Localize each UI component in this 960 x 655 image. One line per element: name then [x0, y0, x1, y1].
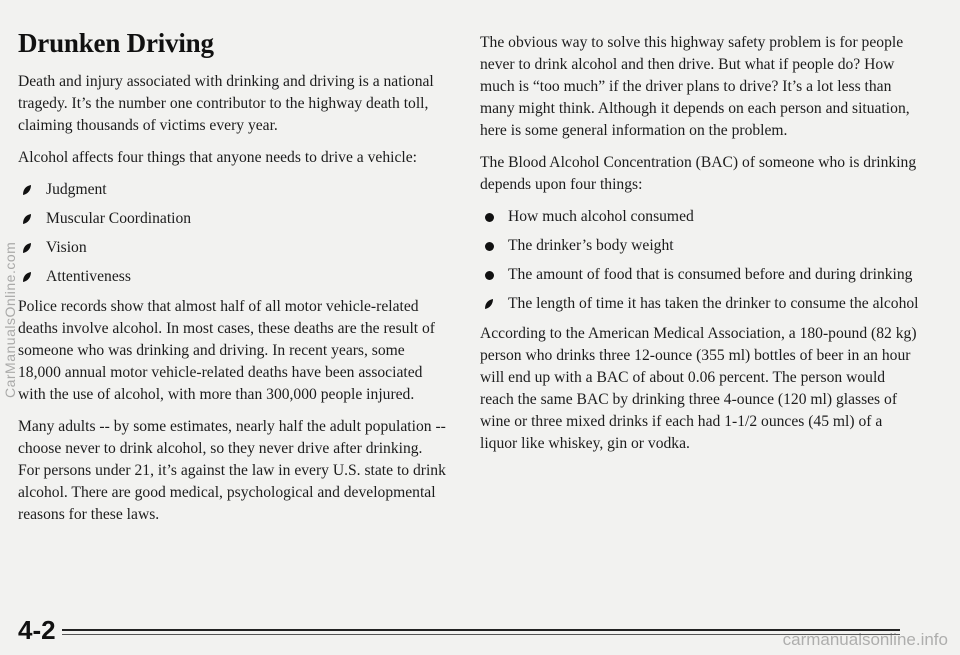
ama-paragraph: According to the American Medical Association, a 180-pound (82 kg) person who drinks three 12-ounce (355 ml) bottles of beer in an hour will end up with a BAC of about 0.06 percent. The person would reach the same BAC by drinking three 4-ounce (120 ml) glasses of wine or three mixed drinks if each had 1-1/2 ounces (45 ml) of a liquor like whiskey, gin or vodka.: [480, 325, 917, 452]
solution-paragraph: The obvious way to solve this highway safety problem is for people never to drink alcohol and then drive. But what if people do? How much is “too much” if the driver plans to drive? It’s a lot less than many might think. Although it depends on each person and situation, here is some general information on the problem.: [480, 34, 910, 139]
list-item: Judgment: [18, 179, 446, 201]
list-item: The length of time it has taken the drinker to consume the alcohol: [480, 293, 920, 315]
list-item: Attentiveness: [18, 266, 446, 288]
section-title: Drunken Driving: [18, 28, 214, 58]
list-item: Muscular Coordination: [18, 208, 446, 230]
list-item: How much alcohol consumed: [480, 206, 920, 228]
police-records-paragraph: Police records show that almost half of all motor vehicle-related deaths involve alcohol. In most cases, these deaths are the result of someone who was drinking and driving. In recent years, some 18,000 annual motor vehicle-related deaths have been associated with the use of alcohol, with more than 300,000 people injured.: [18, 298, 436, 403]
list-item: The amount of food that is consumed before and during drinking: [480, 264, 920, 286]
footer-divider: [62, 629, 900, 631]
intro-paragraph: Death and injury associated with drinking and driving is a national tragedy. It’s the number one contributor to the highway death toll, claiming thousands of victims every year.: [18, 73, 434, 134]
bullet-icon: [485, 242, 494, 251]
adults-paragraph: Many adults -- by some estimates, nearly half the adult population -- choose never to drink alcohol, so they never drive after drinking. For persons under 21, it’s against the law in every U.S. state to drink alcohol. There are good medical, psychological and developmental reasons for these laws.: [18, 418, 446, 523]
side-watermark: CarManualsOnline.com: [2, 241, 18, 399]
right-column: [480, 32, 920, 465]
affects-list: [18, 179, 446, 288]
bullet-icon: [484, 298, 494, 310]
page-number: 4-2: [18, 615, 56, 645]
list-item: The drinker’s body weight: [480, 235, 920, 257]
alcohol-affects-paragraph: Alcohol affects four things that anyone needs to drive a vehicle:: [18, 149, 417, 166]
bullet-icon: [485, 213, 494, 222]
left-column: [18, 28, 446, 536]
list-item: Vision: [18, 237, 446, 259]
footer-divider-thin: [62, 634, 900, 635]
bac-intro-paragraph: The Blood Alcohol Concentration (BAC) of someone who is drinking depends upon four things:: [480, 154, 917, 193]
bottom-watermark: carmanualsonline.info: [782, 630, 948, 649]
bac-factors-list: [480, 206, 920, 315]
bullet-icon: [485, 271, 494, 280]
